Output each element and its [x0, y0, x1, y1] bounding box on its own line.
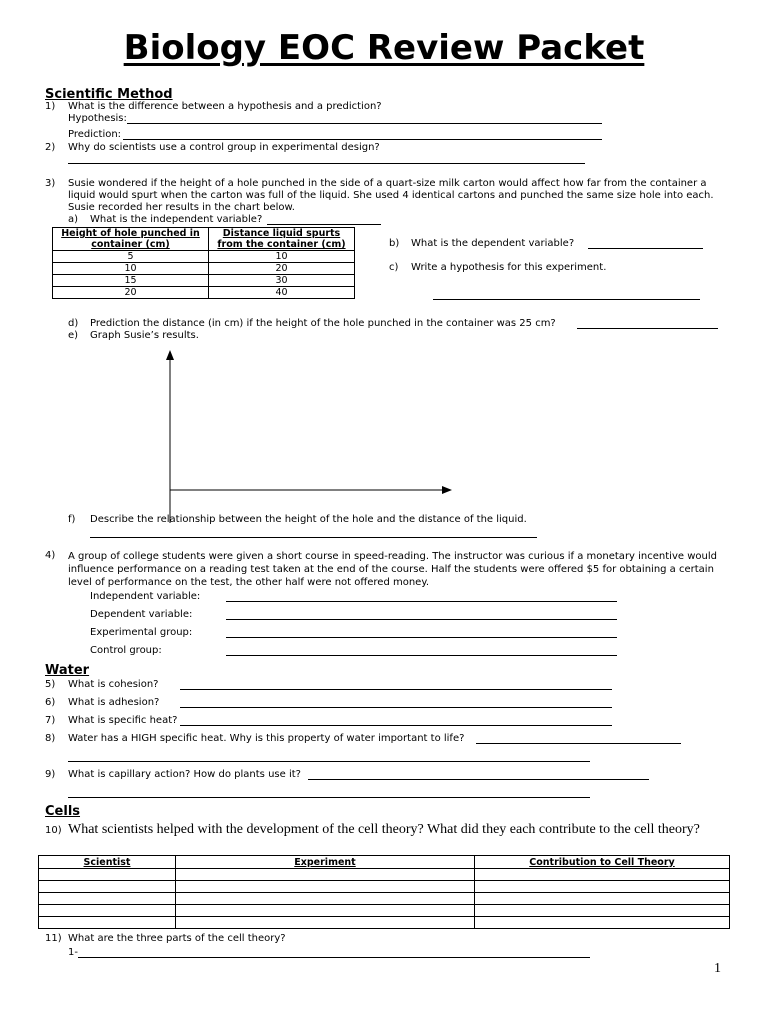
q8-number: 8)	[45, 733, 56, 744]
table-cell: 15	[53, 275, 209, 287]
q3-data-table	[52, 227, 355, 299]
q3a-text: What is the independent variable?	[90, 214, 263, 225]
section-scientific-method: Scientific Method	[45, 87, 173, 102]
q9-text: What is capillary action? How do plants use it?	[68, 769, 301, 780]
q1-hypothesis-line[interactable]	[127, 123, 602, 124]
page-title: Biology EOC Review Packet	[123, 28, 645, 68]
table-row[interactable]	[39, 917, 730, 929]
q3-text: Susie wondered if the height of a hole punched in the side of a quart-size milk carton would affect how far from the container a liquid would spurt when the carton was full of the liquid. She used 4 identical cartons and punched the same size hole into each. Susie recorded her results in the chart below.	[68, 178, 714, 213]
q11-answer-line-1[interactable]	[78, 957, 590, 958]
table-cell: 30	[209, 275, 355, 287]
q8-answer-line-1[interactable]	[476, 743, 681, 744]
q3f-answer-line[interactable]	[90, 537, 537, 538]
q1-prediction-line[interactable]	[123, 139, 602, 140]
table-header-scientist: Scientist	[39, 856, 176, 869]
q10-scientist-table	[38, 855, 730, 929]
q11-item-1: 1-	[68, 947, 78, 958]
q6-number: 6)	[45, 697, 56, 708]
table-cell: 10	[53, 263, 209, 275]
q3a-answer-line[interactable]	[267, 224, 381, 225]
q3-graph-axes[interactable]	[160, 348, 460, 526]
q3c-answer-line[interactable]	[433, 299, 700, 300]
q4-dependent-line[interactable]	[226, 619, 617, 620]
q5-number: 5)	[45, 679, 56, 690]
q11-number: 11)	[45, 933, 62, 944]
q6-answer-line[interactable]	[180, 707, 612, 708]
q8-answer-line-2[interactable]	[68, 761, 590, 762]
table-cell: 20	[209, 263, 355, 275]
q3b-letter: b)	[389, 238, 400, 249]
q4-text: A group of college students were given a short course in speed-reading. The instructor was curious if a monetary incentive would influence performance on a reading test taken at the end of the course. Half the students were offered $5 for obtaining a certain level of performance on the test, the other half were not offered money.	[68, 551, 717, 588]
q4-experimental-line[interactable]	[226, 637, 617, 638]
q2-number: 2)	[45, 142, 56, 153]
table-header-distance: Distance liquid spurts from the container (cm)	[209, 228, 355, 251]
q3-number: 3)	[45, 178, 56, 189]
q1-hypothesis-label: Hypothesis:	[68, 113, 127, 124]
table-row	[53, 275, 355, 287]
table-row[interactable]	[39, 869, 730, 881]
q11-text: What are the three parts of the cell theory?	[68, 933, 286, 944]
q4-label-control: Control group:	[90, 645, 162, 656]
q3d-text: Prediction the distance (in cm) if the height of the hole punched in the container was 25 cm?	[90, 318, 556, 329]
table-cell: 5	[53, 251, 209, 263]
q3e-text: Graph Susie’s results.	[90, 330, 199, 341]
q4-control-line[interactable]	[226, 655, 617, 656]
q4-number: 4)	[45, 550, 56, 561]
q4-label-experimental: Experimental group:	[90, 627, 193, 638]
q4-label-independent: Independent variable:	[90, 591, 201, 602]
q6-text: What is adhesion?	[68, 697, 160, 708]
q3f-letter: f)	[68, 514, 76, 525]
table-row[interactable]	[39, 893, 730, 905]
q5-text: What is cohesion?	[68, 679, 159, 690]
q3d-letter: d)	[68, 318, 79, 329]
table-header-contribution: Contribution to Cell Theory	[475, 856, 730, 869]
q10-text: What scientists helped with the development of the cell theory? What did they each contribute to the cell theory?	[68, 822, 700, 837]
q7-answer-line[interactable]	[180, 725, 612, 726]
table-cell: 40	[209, 287, 355, 299]
section-cells: Cells	[45, 804, 81, 819]
table-row[interactable]	[39, 881, 730, 893]
q7-number: 7)	[45, 715, 56, 726]
q1-text: What is the difference between a hypothesis and a prediction?	[68, 101, 382, 112]
q9-answer-line-1[interactable]	[308, 779, 649, 780]
q9-number: 9)	[45, 769, 56, 780]
q8-text: Water has a HIGH specific heat. Why is this property of water important to life?	[68, 733, 465, 744]
q3c-letter: c)	[389, 262, 399, 273]
q9-answer-line-2[interactable]	[68, 797, 590, 798]
q1-prediction-label: Prediction:	[68, 129, 122, 140]
q3a-letter: a)	[68, 214, 79, 225]
table-cell: 20	[53, 287, 209, 299]
table-header-experiment: Experiment	[176, 856, 475, 869]
q1-number: 1)	[45, 101, 56, 112]
q3b-answer-line[interactable]	[588, 248, 703, 249]
section-water: Water	[45, 663, 90, 678]
table-row	[53, 263, 355, 275]
q3f-text: Describe the relationship between the height of the hole and the distance of the liquid.	[90, 514, 527, 525]
table-row	[53, 287, 355, 299]
q2-text: Why do scientists use a control group in experimental design?	[68, 142, 380, 153]
q10-number: 10)	[45, 825, 62, 836]
q3e-letter: e)	[68, 330, 79, 341]
q3b-text: What is the dependent variable?	[411, 238, 575, 249]
table-header-height: Height of hole punched in container (cm)	[53, 228, 209, 251]
page-number: 1	[714, 961, 721, 976]
q2-answer-line[interactable]	[68, 163, 585, 164]
table-row[interactable]	[39, 905, 730, 917]
q7-text: What is specific heat?	[68, 715, 178, 726]
q3c-text: Write a hypothesis for this experiment.	[411, 262, 607, 273]
table-cell: 10	[209, 251, 355, 263]
q3d-answer-line[interactable]	[577, 328, 718, 329]
q4-independent-line[interactable]	[226, 601, 617, 602]
q5-answer-line[interactable]	[180, 689, 612, 690]
q4-label-dependent: Dependent variable:	[90, 609, 193, 620]
table-row	[53, 251, 355, 263]
